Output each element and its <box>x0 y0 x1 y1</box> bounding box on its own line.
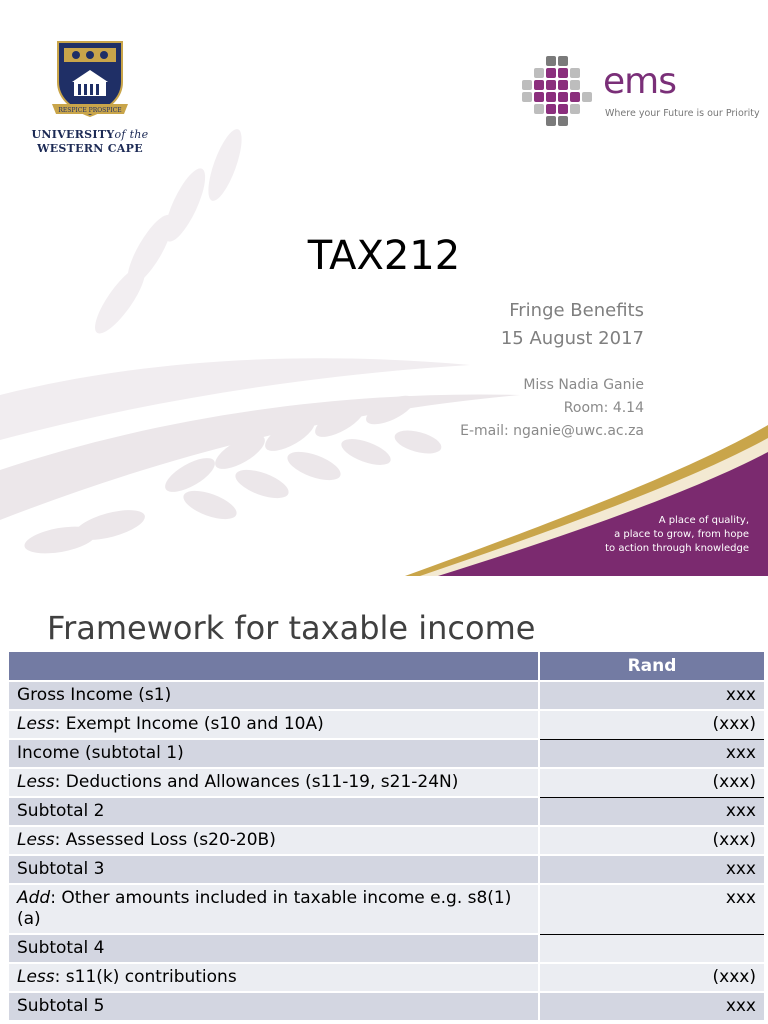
row-description <box>9 681 539 710</box>
ems-dot <box>570 104 580 114</box>
lecturer-name: Miss Nadia Ganie <box>523 377 644 393</box>
motto-line-3: to action through knowledge <box>605 543 749 554</box>
row-description <box>9 710 539 739</box>
slide-subtitle: Fringe Benefits <box>509 300 644 321</box>
row-text: Gross Income (s1) <box>17 685 172 705</box>
table-header-row <box>9 652 765 681</box>
row-amount: (xxx) <box>539 768 765 797</box>
crest-ribbon-text: RESPICE PROSPICE <box>58 107 122 114</box>
ems-dot <box>546 92 556 102</box>
row-amount: (xxx) <box>539 826 765 855</box>
table-row <box>9 681 765 710</box>
ems-dot <box>570 92 580 102</box>
row-amount: xxx <box>539 681 765 710</box>
university-line1: UNIVERSITY <box>31 128 115 141</box>
row-prefix: Less <box>17 830 55 850</box>
table-row <box>9 884 765 934</box>
table-row <box>9 992 765 1020</box>
ems-dot <box>534 104 544 114</box>
slide-title: TAX212 <box>307 233 461 279</box>
ems-dot <box>558 116 568 126</box>
row-description <box>9 826 539 855</box>
taxable-income-table <box>9 652 766 1020</box>
ems-dot <box>522 92 532 102</box>
lecturer-email: E-mail: nganie@uwc.ac.za <box>460 423 644 439</box>
ems-dot <box>582 92 592 102</box>
row-text: : Deductions and Allowances (s11-19, s21-24N) <box>54 772 459 792</box>
table-row <box>9 710 765 739</box>
framework-slide <box>0 594 768 1024</box>
row-text: : Other amounts included in taxable income e.g. s8(1)(a) <box>17 888 512 929</box>
ems-dot <box>546 104 556 114</box>
row-description <box>9 884 539 934</box>
row-amount: xxx <box>539 884 765 934</box>
row-amount: xxx <box>539 797 765 826</box>
row-text: Subtotal 4 <box>17 938 105 958</box>
table-row <box>9 826 765 855</box>
row-text: : Assessed Loss (s20-20B) <box>54 830 276 850</box>
row-description <box>9 934 539 963</box>
table-row <box>9 855 765 884</box>
ems-dot <box>534 80 544 90</box>
table-row <box>9 963 765 992</box>
row-text: Subtotal 5 <box>17 996 105 1016</box>
row-prefix: Less <box>17 967 55 987</box>
ems-dot <box>558 80 568 90</box>
row-description <box>9 855 539 884</box>
motto-line-2: a place to grow, from hope <box>614 529 749 540</box>
ems-dot <box>558 68 568 78</box>
ems-dot <box>546 56 556 66</box>
row-description <box>9 739 539 768</box>
ems-dots-logo-icon <box>518 52 596 130</box>
university-of-the: of the <box>114 128 149 141</box>
table-row <box>9 934 765 963</box>
ems-dot <box>522 80 532 90</box>
motto-line-1: A place of quality, <box>658 515 749 526</box>
ems-wordmark: ems <box>603 61 676 102</box>
row-text: : s11(k) contributions <box>54 967 237 987</box>
university-name <box>28 128 152 156</box>
row-text: : Exempt Income (s10 and 10A) <box>54 714 324 734</box>
framework-title: Framework for taxable income <box>47 609 536 647</box>
ems-dot <box>558 56 568 66</box>
table-row <box>9 739 765 768</box>
ems-dot <box>558 104 568 114</box>
ems-dot <box>534 92 544 102</box>
row-description <box>9 963 539 992</box>
table-row <box>9 797 765 826</box>
row-amount: xxx <box>539 739 765 768</box>
ems-dot <box>546 68 556 78</box>
row-amount <box>539 934 765 963</box>
row-description <box>9 768 539 797</box>
row-prefix: Less <box>17 714 55 734</box>
row-text: Income (subtotal 1) <box>17 743 184 763</box>
header-rand: Rand <box>539 652 765 681</box>
row-description <box>9 797 539 826</box>
row-amount: xxx <box>539 992 765 1020</box>
university-line2: WESTERN CAPE <box>37 142 143 155</box>
ems-dot <box>570 80 580 90</box>
ems-dot <box>570 68 580 78</box>
table-row <box>9 768 765 797</box>
row-amount: xxx <box>539 855 765 884</box>
ems-dot <box>534 68 544 78</box>
uwc-crest-icon <box>50 38 130 120</box>
header-description <box>9 652 539 681</box>
row-text: Subtotal 2 <box>17 801 105 821</box>
row-amount: (xxx) <box>539 710 765 739</box>
slide-date: 15 August 2017 <box>500 328 644 349</box>
row-amount: (xxx) <box>539 963 765 992</box>
row-prefix: Less <box>17 772 55 792</box>
ems-dot <box>546 80 556 90</box>
ems-tagline: Where your Future is our Priority <box>605 108 760 119</box>
lecturer-room: Room: 4.14 <box>563 400 644 416</box>
ems-dot <box>558 92 568 102</box>
row-description <box>9 992 539 1020</box>
ems-dot <box>546 116 556 126</box>
row-prefix: Add <box>17 888 51 908</box>
row-text: Subtotal 3 <box>17 859 105 879</box>
